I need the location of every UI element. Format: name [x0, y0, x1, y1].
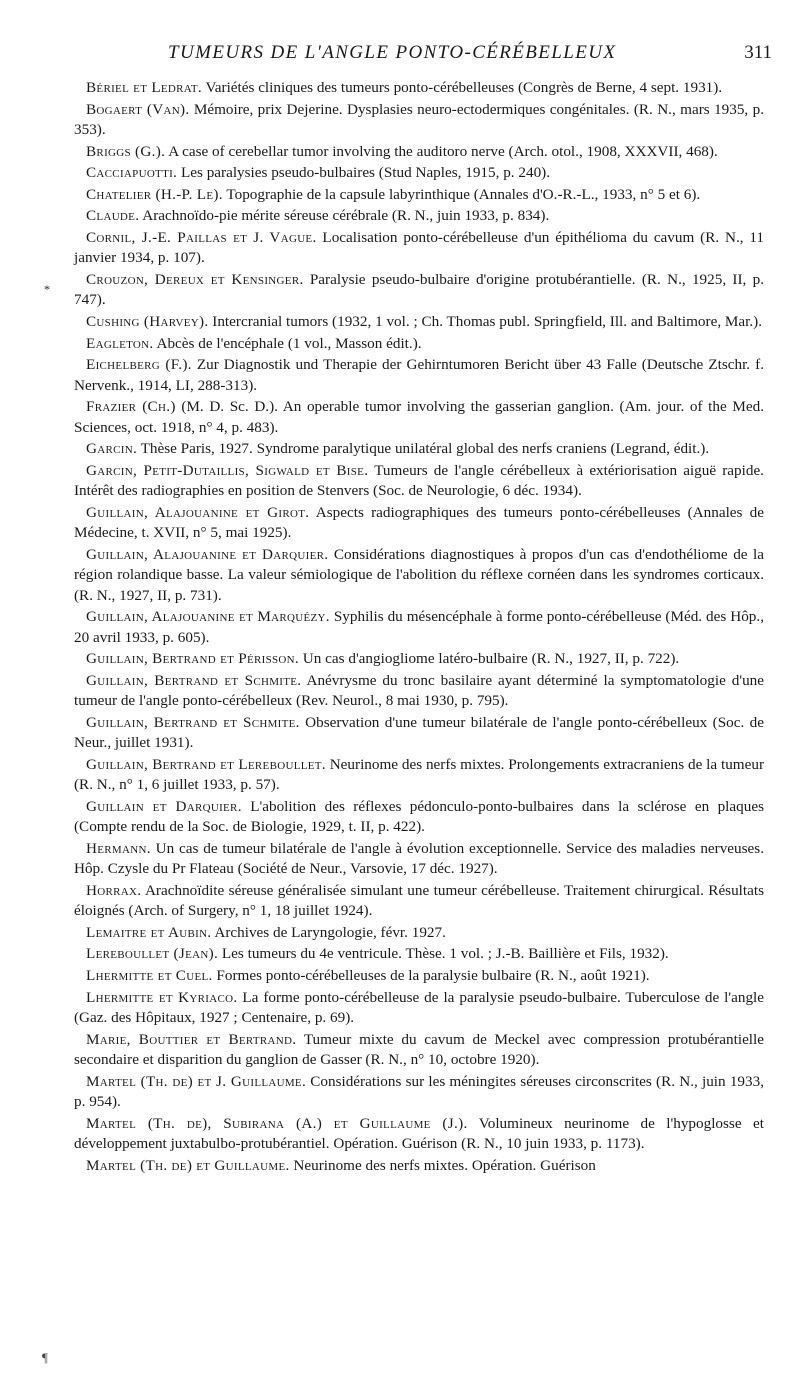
reference-author: Guillain, Alajouanine et Darquier. [86, 545, 329, 563]
reference-text: Tumeur mixte du cavum de Meckel avec compression protubérantielle secondaire et disparition du ganglion de Gasser (R. N., n° 10, octobre 1920). [74, 1030, 764, 1068]
reference-author: Cornil, J.-E. Paillas et J. Vague. [86, 228, 317, 246]
reference-entry [74, 228, 764, 269]
reference-author: Briggs (G.). [86, 142, 166, 160]
reference-text: Paralysie pseudo-bulbaire d'origine protubérantielle. (R. N., 1925, II, p. 747). [74, 270, 765, 309]
reference-entry [74, 270, 764, 311]
reference-text: Observation d'une tumeur bilatérale de l'angle ponto-cérébelleux (Soc. de Neur., juillet 1931). [74, 713, 764, 752]
reference-entry [74, 923, 764, 943]
reference-text: Anévrysme du tronc basilaire ayant déterminé la symptomatologie d'une tumeur de l'angle ponto-cérébelleux (Rev. Neurol., 8 mai 1930, p. 795). [74, 671, 764, 710]
reference-author: Cacciapuotti. [86, 164, 178, 182]
reference-text: Thèse Paris, 1927. Syndrome paralytique unilatéral global des nerfs craniens (Legrand, édit.). [140, 440, 710, 458]
reference-text: Abcès de l'encéphale (1 vol., Masson édit.). [156, 334, 422, 352]
bibliography-list [74, 78, 764, 1177]
reference-author: Martel (Th. de) et Guillaume. [86, 1156, 290, 1174]
reference-author: Chatelier (H.-P. Le). [86, 185, 223, 203]
reference-author: Guillain, Bertrand et Périsson. [86, 650, 299, 668]
reference-text: Les tumeurs du 4e ventricule. Thèse. 1 vol. ; J.-B. Baillière et Fils, 1932). [221, 945, 669, 963]
reference-entry [74, 1030, 764, 1071]
reference-text: Considérations sur les méningites séreuses circonscrites (R. N., juin 1933, p. 954). [74, 1072, 764, 1110]
reference-entry [74, 100, 764, 141]
reference-text: Arachnoïdo-pie mérite séreuse cérébrale (R. N., juin 1933, p. 834). [142, 207, 550, 225]
reference-entry [74, 163, 764, 183]
reference-author: Frazier (Ch.) [86, 398, 176, 416]
reference-text: Neurinome des nerfs mixtes. Prolongements extracraniens de la tumeur (R. N., n° 1, 6 juillet 1933, p. 57). [74, 755, 764, 794]
reference-entry [74, 607, 764, 648]
reference-entry [74, 797, 764, 838]
reference-entry [74, 1072, 764, 1113]
reference-text: Formes ponto-cérébelleuses de la paralysie bulbaire (R. N., août 1921). [216, 966, 650, 984]
page-number: 311 [744, 42, 772, 63]
reference-entry [74, 545, 764, 606]
reference-entry [74, 755, 764, 796]
reference-author: Guillain, Bertrand et Schmite. [86, 671, 302, 689]
reference-author: Eagleton. [86, 334, 154, 352]
reference-entry [74, 355, 764, 396]
reference-text: Considérations diagnostiques à propos d'un cas d'endothéliome de la région rolandique basse. La valeur sémiologique de l'abolition du réflexe cornéen dans les syndromes corticaux. (R. N., 1927, II, p. 731). [74, 545, 765, 604]
reference-author: Guillain, Alajouanine et Marquézy. [86, 608, 330, 626]
reference-author: Martel (Th. de), Subirana (A.) et Guillaume (J.). [86, 1114, 468, 1132]
reference-entry [74, 944, 764, 964]
reference-entry [74, 503, 764, 544]
reference-entry [74, 185, 764, 205]
reference-author: Lereboullet (Jean). [86, 945, 219, 963]
reference-author: Garcin, Petit-Dutaillis, Sigwald et Bise. [86, 461, 369, 479]
reference-entry [74, 713, 764, 754]
reference-author: Martel (Th. de) et J. Guillaume. [86, 1072, 307, 1090]
reference-entry [74, 439, 764, 459]
reference-entry [74, 1156, 764, 1176]
reference-text: (M. D. Sc. D.). An operable tumor involving the gasserian ganglion. (Am. jour. of the Med. Sciences, oct. 1918, n° 4, p. 483). [74, 398, 764, 436]
reference-text: Les paralysies pseudo-bulbaires (Stud Naples, 1915, p. 240). [180, 164, 551, 182]
reference-text: Localisation ponto-cérébelleuse d'un épithélioma du cavum (R. N., 11 janvier 1934, p. 107). [74, 228, 765, 267]
reference-entry [74, 988, 764, 1029]
reference-text: Aspects radiographiques des tumeurs ponto-cérébelleuses (Annales de Médecine, t. XVII, n° 5, mai 1925). [74, 503, 764, 542]
reference-entry [74, 78, 764, 98]
reference-entry [74, 839, 764, 880]
reference-entry [74, 142, 764, 162]
reference-entry [74, 1114, 764, 1155]
reference-text: Un cas de tumeur bilatérale de l'angle à évolution exceptionnelle. Service des maladies nerveuses. Hôp. Czysle du Pr Flateau (Société de Neur., Varsovie, 17 déc. 1927). [74, 839, 764, 878]
reference-text: Syphilis du mésencéphale à forme ponto-cérébelleuse (Méd. des Hôp., 20 avril 1933, p. 605). [74, 608, 764, 646]
reference-entry [74, 881, 764, 922]
reference-author: Guillain et Darquier. [86, 797, 242, 815]
reference-text: A case of cerebellar tumor involving the auditoro nerve (Arch. otol., 1908, XXXVII, 468). [168, 142, 718, 160]
reference-author: Hermann. [86, 839, 151, 857]
reference-author: Crouzon, Dereux et Kensinger. [86, 270, 304, 288]
reference-text: Tumeurs de l'angle cérébelleux à extériorisation aiguë rapide. Intérêt des radiographies en position de Stenvers (Soc. de Neurologie, 6 déc. 1934). [74, 461, 764, 500]
reference-author: Marie, Bouttier et Bertrand. [86, 1030, 297, 1048]
reference-author: Bogaert (Van). [86, 100, 190, 118]
reference-text: Variétés cliniques des tumeurs ponto-cérébelleuses (Congrès de Berne, 4 sept. 1931). [205, 79, 723, 96]
reference-author: Garcin. [86, 440, 138, 458]
reference-text: Topographie de la capsule labyrinthique (Annales d'O.-R.-L., 1933, n° 5 et 6). [226, 185, 701, 203]
reference-author: Cushing (Harvey). [86, 312, 209, 330]
reference-text: Arachnoïdite séreuse généralisée simulant une tumeur cérébelleuse. Traitement chirurgical. Résultats éloignés (Arch. of Surgery, n° 1, 18 juillet 1924). [74, 881, 764, 920]
reference-author: Bériel et Ledrat. [86, 79, 202, 96]
reference-text: L'abolition des réflexes pédonculo-ponto-bulbaires dans la sclérose en plaques (Compte rendu de la Soc. de Biologie, 1929, t. II, p. 422). [74, 797, 764, 836]
margin-asterisk: * [44, 282, 50, 296]
reference-entry [74, 649, 764, 669]
reference-entry [74, 461, 764, 502]
reference-text: Volumineux neurinome de l'hypoglosse et développement juxtabulbo-protubérantiel. Opération. Guérison (R. N., 10 juin 1933, p. 1173). [74, 1114, 764, 1152]
reference-entry [74, 334, 764, 354]
reference-author: Lhermitte et Cuel. [86, 966, 213, 984]
reference-text: Un cas d'angiogliome latéro-bulbaire (R. N., 1927, II, p. 722). [302, 650, 680, 668]
reference-entry [74, 671, 764, 712]
running-title: TUMEURS DE L'ANGLE PONTO-CÉRÉBELLEUX [168, 42, 617, 63]
reference-author: Horrax. [86, 881, 142, 899]
reference-entry [74, 206, 764, 226]
reference-text: Mémoire, prix Dejerine. Dysplasies neuro-ectodermiques congénitales. (R. N., mars 1935, p. 353). [74, 100, 765, 138]
bottom-margin-mark: ¶ [42, 1350, 48, 1365]
reference-text: Zur Diagnostik und Therapie der Gehirntumoren Bericht über 43 Falle (Deutsche Ztschr. f. Nervenk., 1914, LI, 288-313). [74, 356, 764, 394]
reference-text: Archives de Laryngologie, févr. 1927. [214, 923, 446, 941]
reference-author: Lemaitre et Aubin. [86, 923, 212, 941]
reference-text: Neurinome des nerfs mixtes. Opération. Guérison [293, 1156, 596, 1174]
reference-text: Intercranial tumors (1932, 1 vol. ; Ch. Thomas publ. Springfield, Ill. and Baltimore, Mar.). [212, 312, 763, 330]
reference-author: Guillain, Bertrand et Lereboullet. [86, 755, 326, 773]
reference-entry [74, 397, 764, 438]
reference-entry [74, 312, 764, 332]
reference-author: Guillain, Alajouanine et Girot. [86, 503, 310, 521]
reference-entry [74, 966, 764, 986]
reference-author: Eichelberg (F.). [86, 356, 192, 374]
reference-author: Lhermitte et Kyriaco. [86, 988, 238, 1006]
reference-author: Guillain, Bertrand et Schmite. [86, 713, 300, 731]
running-header [118, 42, 776, 66]
reference-text: La forme ponto-cérébelleuse de la paralysie pseudo-bulbaire. Tuberculose de l'angle (Gaz. des Hôpitaux, 1927 ; Centenaire, p. 69). [74, 988, 764, 1026]
reference-author: Claude. [86, 207, 140, 225]
